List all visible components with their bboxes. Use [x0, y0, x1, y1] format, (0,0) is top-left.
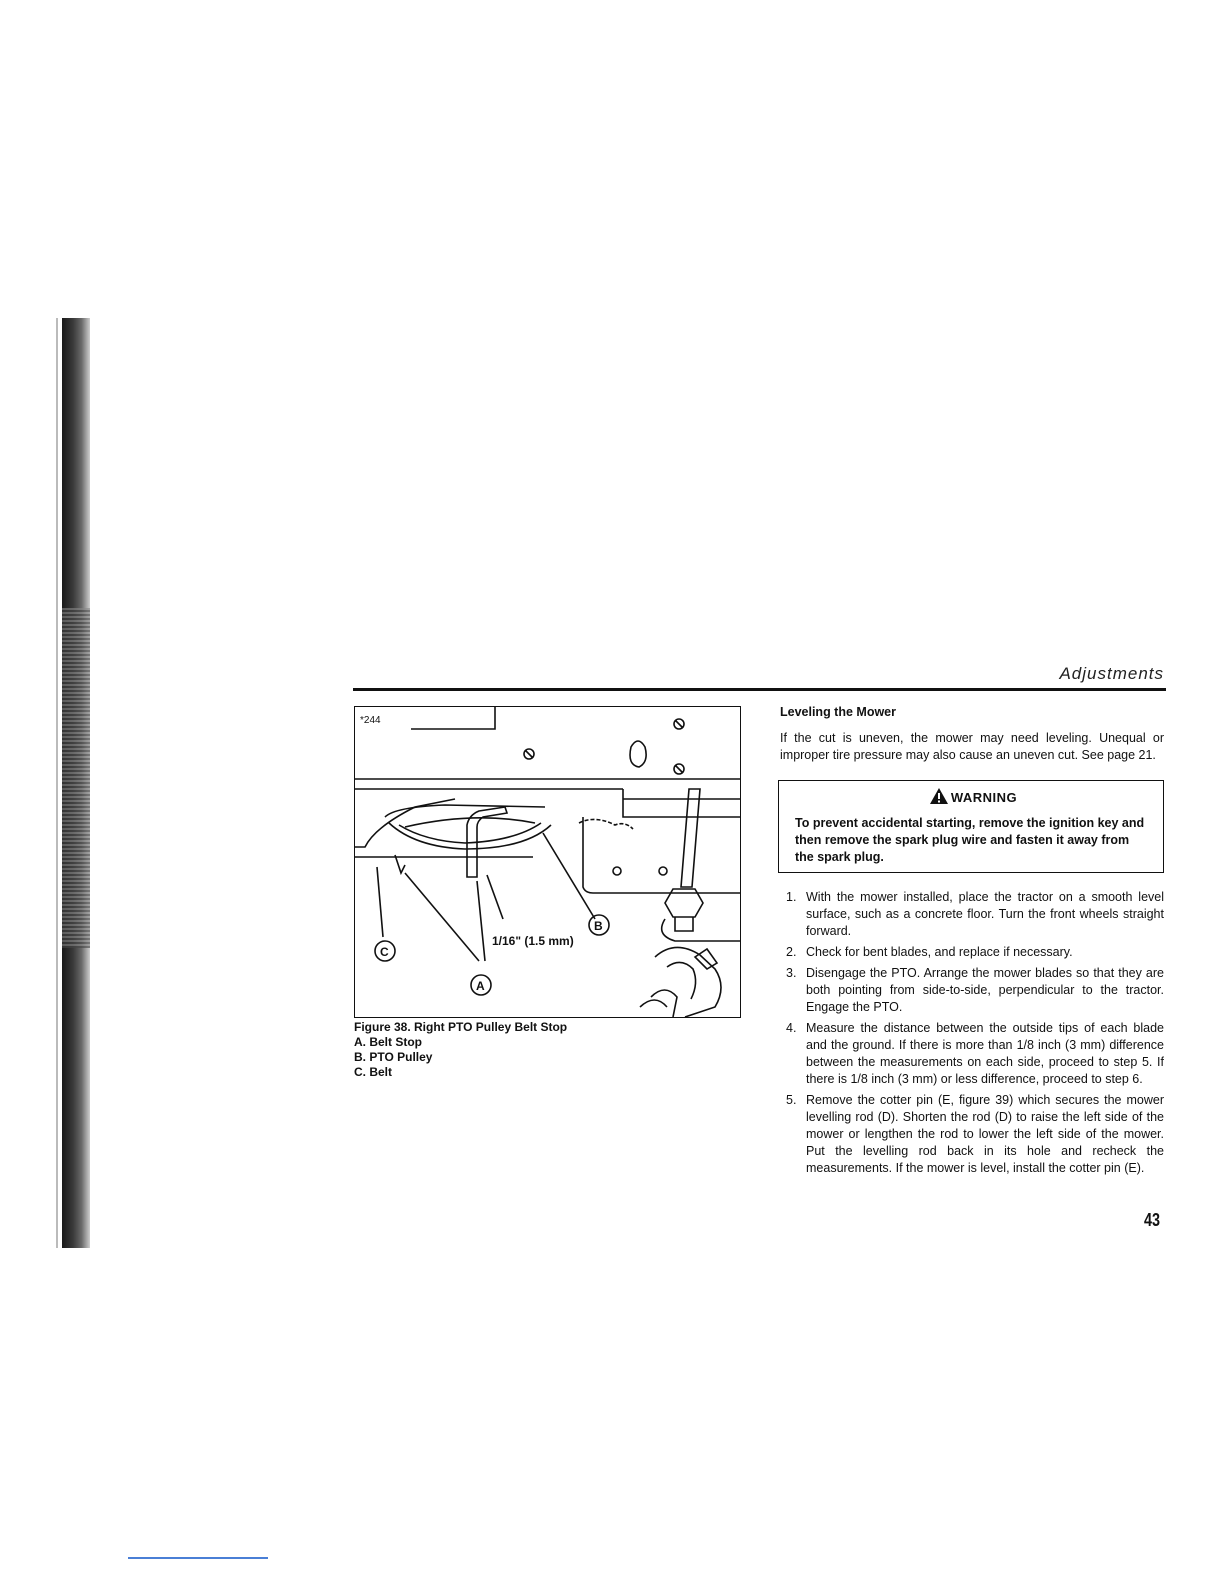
bottom-edge-mark: [128, 1557, 268, 1559]
scan-binding-shadow: [62, 318, 90, 1248]
warning-text: To prevent accidental starting, remove the ignition key and then remove the spark plug wire and fasten it away from the spark plug.: [795, 816, 1145, 864]
procedure-steps: [780, 889, 1164, 1177]
gap-measurement-label: 1/16" (1.5 mm): [492, 934, 574, 948]
step-4: [780, 1020, 1164, 1088]
step-3: [780, 965, 1164, 1016]
pto-pulley-drawing: [355, 707, 740, 1017]
intro-paragraph: If the cut is uneven, the mower may need leveling. Unequal or improper tire pressure may also cause an uneven cut. See page 21.: [780, 731, 1164, 762]
figure-id-tag: *244: [360, 715, 381, 726]
step-text: Remove the cotter pin (E, figure 39) which secures the mower levelling rod (D). Shorten the rod (D) to raise the left side of the mower or lengthen the rod to lower the left side of the mower. Put the levelling rod back in its hole and recheck the measurements. If the mower is level, install the cotter pin (E).: [806, 1093, 1164, 1175]
step-5: [780, 1092, 1164, 1177]
section-heading: Leveling the Mower: [780, 705, 896, 719]
callout-b: B: [594, 919, 603, 933]
step-number: 1.: [786, 890, 797, 904]
step-text: With the mower installed, place the tractor on a smooth level surface, such as a concrete floor. Turn the front wheels straight forward.: [806, 890, 1164, 938]
step-number: 4.: [786, 1021, 797, 1035]
figure-caption: [354, 1020, 754, 1080]
caption-title: Figure 38. Right PTO Pulley Belt Stop: [354, 1020, 568, 1034]
header-rule: [353, 688, 1166, 691]
caption-legend-b: B. PTO Pulley: [354, 1050, 433, 1064]
instructions-column: [780, 704, 1164, 1181]
callout-a: A: [476, 979, 485, 993]
warning-triangle-icon: [929, 787, 949, 809]
binding-edge-line: [56, 318, 58, 1248]
warning-header: [795, 787, 1151, 809]
step-text: Check for bent blades, and replace if necessary.: [806, 945, 1073, 959]
figure-38-illustration: [354, 706, 741, 1018]
section-title: Adjustments: [1059, 664, 1164, 683]
warning-box: [778, 780, 1164, 873]
step-text: Measure the distance between the outside tips of each blade and the ground. If there is more than 1/8 inch (3 mm) difference between the measurements on each side, proceed to step 5. If there is 1/8 inch (3 mm) or less difference, proceed to step 6.: [806, 1021, 1164, 1086]
step-number: 5.: [786, 1093, 797, 1107]
caption-legend-a: A. Belt Stop: [354, 1035, 422, 1049]
step-1: [780, 889, 1164, 940]
page-number: 43: [1143, 1210, 1160, 1230]
callout-c: C: [380, 945, 389, 959]
step-number: 3.: [786, 966, 797, 980]
step-2: [780, 944, 1164, 961]
step-text: Disengage the PTO. Arrange the mower blades so that they are both pointing from side-to-side, perpendicular to the tractor. Engage the PTO.: [806, 966, 1164, 1014]
step-number: 2.: [786, 945, 797, 959]
warning-title: WARNING: [950, 790, 1018, 805]
caption-legend-c: C. Belt: [354, 1065, 393, 1079]
